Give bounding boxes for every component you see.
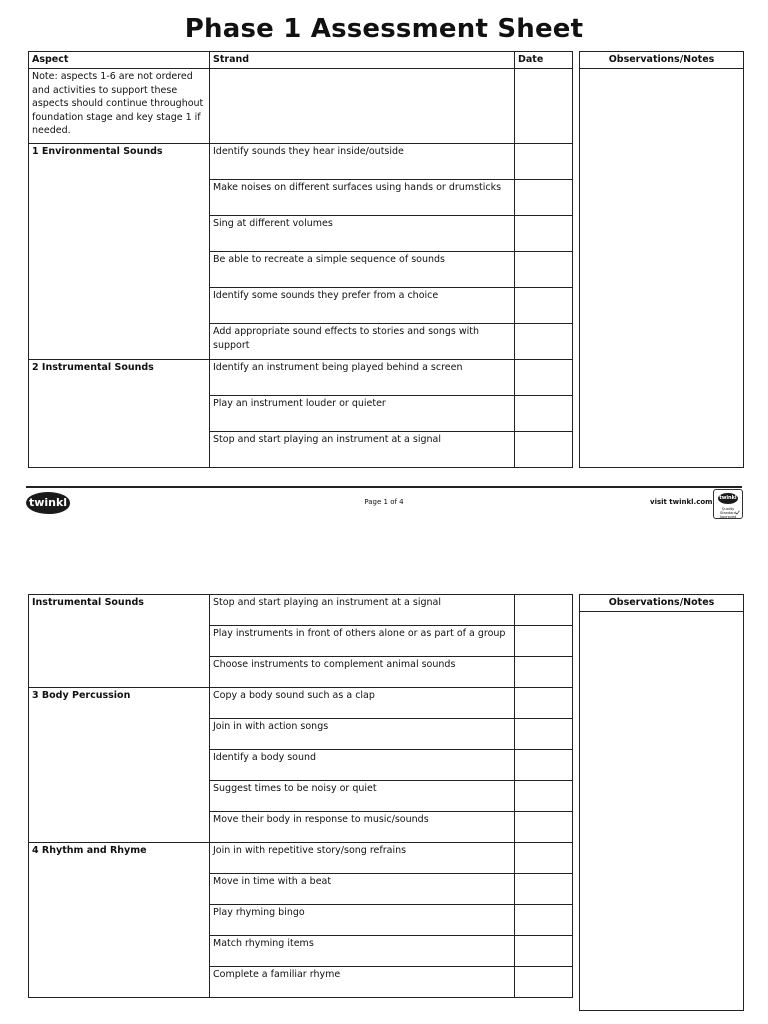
note-text: Note: aspects 1-6 are not ordered and activities to support these aspects should continue throughout foundation stage and key stage 1 if needed. (29, 69, 210, 144)
strand-cell: Move in time with a beat (210, 874, 515, 905)
table-header-row (29, 52, 573, 69)
date-cell[interactable] (515, 843, 573, 874)
strand-cell: Be able to recreate a simple sequence of sounds (210, 252, 515, 288)
aspect-cell: 4 Rhythm and Rhyme (29, 843, 210, 998)
table-row (29, 843, 573, 874)
strand-cell: Match rhyming items (210, 936, 515, 967)
strand-cell: Copy a body sound such as a clap (210, 688, 515, 719)
date-cell[interactable] (515, 688, 573, 719)
aspect-cell: 3 Body Percussion (29, 688, 210, 843)
assessment-table-page-2 (28, 594, 573, 998)
aspect-cell: 2 Instrumental Sounds (29, 360, 210, 468)
assessment-table-page-1 (28, 51, 573, 468)
badge-logo: twinkl (718, 493, 738, 504)
strand-cell: Complete a familiar rhyme (210, 967, 515, 998)
check-icon: ✓ (735, 509, 741, 517)
strand-cell: Choose instruments to complement animal sounds (210, 657, 515, 688)
date-cell[interactable] (515, 936, 573, 967)
strand-cell: Play rhyming bingo (210, 905, 515, 936)
date-header: Date (515, 52, 573, 69)
table-row (29, 688, 573, 719)
strand-cell: Join in with action songs (210, 719, 515, 750)
visit-link[interactable]: visit twinkl.com (650, 498, 713, 506)
page-number: Page 1 of 4 (364, 498, 404, 506)
observations-box-page-2[interactable] (579, 594, 744, 1011)
strand-cell: Add appropriate sound effects to stories and songs with support (210, 324, 515, 360)
date-cell[interactable] (515, 719, 573, 750)
date-cell[interactable] (515, 216, 573, 252)
strand-cell: Move their body in response to music/sounds (210, 812, 515, 843)
strand-cell: Play an instrument louder or quieter (210, 396, 515, 432)
badge-text: Quality Standard Approved (719, 507, 737, 519)
strand-cell: Suggest times to be noisy or quiet (210, 781, 515, 812)
strand-cell: Identify a body sound (210, 750, 515, 781)
strand-cell: Play instruments in front of others alone or as part of a group (210, 626, 515, 657)
note-blank-date (515, 69, 573, 144)
aspect-cell: Instrumental Sounds (29, 595, 210, 688)
date-cell[interactable] (515, 750, 573, 781)
note-row (29, 69, 573, 144)
strand-cell: Identify sounds they hear inside/outside (210, 144, 515, 180)
date-cell[interactable] (515, 324, 573, 360)
date-cell[interactable] (515, 595, 573, 626)
date-cell[interactable] (515, 288, 573, 324)
observations-header: Observations/Notes (580, 52, 743, 69)
strand-header: Strand (210, 52, 515, 69)
note-blank-cell (210, 69, 515, 144)
date-cell[interactable] (515, 967, 573, 998)
date-cell[interactable] (515, 657, 573, 688)
date-cell[interactable] (515, 874, 573, 905)
footer-divider (26, 486, 742, 488)
strand-cell: Stop and start playing an instrument at a signal (210, 595, 515, 626)
date-cell[interactable] (515, 360, 573, 396)
observations-box-page-1[interactable] (579, 51, 744, 468)
table-row (29, 595, 573, 626)
date-cell[interactable] (515, 432, 573, 468)
date-cell[interactable] (515, 781, 573, 812)
date-cell[interactable] (515, 252, 573, 288)
date-cell[interactable] (515, 626, 573, 657)
aspect-cell: 1 Environmental Sounds (29, 144, 210, 360)
date-cell[interactable] (515, 180, 573, 216)
strand-cell: Identify some sounds they prefer from a choice (210, 288, 515, 324)
strand-cell: Stop and start playing an instrument at a signal (210, 432, 515, 468)
date-cell[interactable] (515, 812, 573, 843)
date-cell[interactable] (515, 905, 573, 936)
twinkl-logo: twinkl (26, 492, 70, 514)
observations-header: Observations/Notes (580, 595, 743, 612)
date-cell[interactable] (515, 144, 573, 180)
strand-cell: Identify an instrument being played behind a screen (210, 360, 515, 396)
page-title: Phase 1 Assessment Sheet (184, 14, 584, 44)
strand-cell: Make noises on different surfaces using hands or drumsticks (210, 180, 515, 216)
date-cell[interactable] (515, 396, 573, 432)
strand-cell: Join in with repetitive story/song refrains (210, 843, 515, 874)
aspect-header: Aspect (29, 52, 210, 69)
table-row (29, 360, 573, 396)
quality-badge-icon (713, 489, 743, 519)
strand-cell: Sing at different volumes (210, 216, 515, 252)
table-row (29, 144, 573, 180)
